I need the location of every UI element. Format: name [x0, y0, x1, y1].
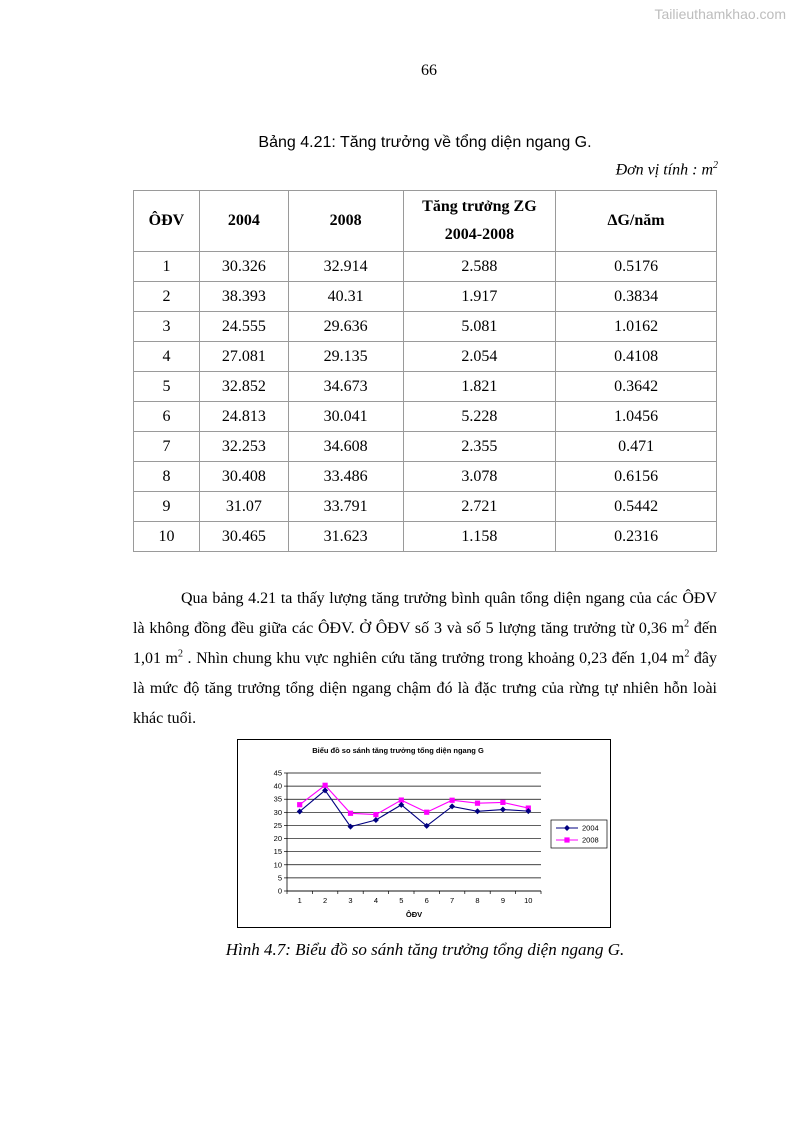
- cell-odv: 10: [134, 522, 200, 552]
- paragraph-sup-1: 2: [684, 618, 690, 630]
- data-point-2008: [500, 800, 505, 805]
- cell-delta-g: 0.5176: [556, 252, 717, 282]
- data-point-2008: [475, 801, 480, 806]
- header-growth-line2: 2004-2008: [444, 226, 515, 243]
- cell-delta-g: 0.3834: [556, 282, 717, 312]
- cell-growth: 1.917: [403, 282, 556, 312]
- cell-growth: 5.081: [403, 312, 556, 342]
- x-tick-label: 2: [323, 896, 328, 905]
- chart-title: Biểu đồ so sánh tăng trưởng tổng diện ngang G: [312, 746, 484, 755]
- watermark: Tailieuthamkhao.com: [654, 6, 786, 22]
- cell-odv: 2: [134, 282, 200, 312]
- growth-table: [133, 190, 717, 552]
- y-tick-label: 45: [273, 768, 282, 778]
- paragraph-text-2: đến 1,01 m: [133, 620, 717, 667]
- cell-2004: 27.081: [199, 342, 288, 372]
- cell-odv: 9: [134, 492, 200, 522]
- cell-growth: 1.158: [403, 522, 556, 552]
- unit-superscript: 2: [713, 160, 718, 171]
- cell-2008: 34.608: [288, 432, 403, 462]
- unit-text: Đơn vị tính : m: [615, 161, 713, 179]
- cell-2008: 33.791: [288, 492, 403, 522]
- data-point-2004: [500, 807, 506, 813]
- data-point-2004: [373, 817, 379, 823]
- y-tick-label: 5: [277, 873, 282, 883]
- cell-2008: 33.486: [288, 462, 403, 492]
- cell-2004: 30.326: [199, 252, 288, 282]
- cell-growth: 2.054: [403, 342, 556, 372]
- paragraph-text-3: . Nhìn chung khu vực nghiên cứu tăng trưởng trong khoảng 0,23 đến 1,04 m: [183, 650, 685, 667]
- y-tick-label: 25: [273, 820, 282, 830]
- legend-label-2008: 2008: [582, 835, 599, 845]
- table-header-row: [134, 191, 717, 252]
- cell-delta-g: 0.471: [556, 432, 717, 462]
- table-row: [134, 492, 717, 522]
- cell-delta-g: 0.3642: [556, 372, 717, 402]
- table-row: [134, 312, 717, 342]
- paragraph-sup-3: 2: [684, 648, 690, 660]
- body-paragraph: [133, 584, 717, 734]
- cell-delta-g: 0.6156: [556, 462, 717, 492]
- cell-2004: 38.393: [199, 282, 288, 312]
- chart-svg: [238, 740, 610, 927]
- table-row: [134, 252, 717, 282]
- table-body: [134, 252, 717, 552]
- header-2004: 2004: [199, 191, 288, 252]
- x-tick-label: 7: [450, 896, 455, 905]
- y-tick-label: 15: [273, 847, 282, 857]
- cell-growth: 2.355: [403, 432, 556, 462]
- cell-2004: 31.07: [199, 492, 288, 522]
- y-tick-label: 20: [273, 834, 282, 844]
- table-row: [134, 432, 717, 462]
- x-axis-label: ÔĐV: [405, 910, 423, 919]
- data-point-2004: [475, 808, 481, 814]
- legend-marker-2008: [564, 837, 569, 842]
- comparison-chart: [237, 739, 611, 928]
- figure-caption: Hình 4.7: Biểu đồ so sánh tăng trưởng tổng diện ngang G.: [225, 940, 625, 959]
- data-point-2008: [424, 810, 429, 815]
- table-row: [134, 282, 717, 312]
- y-tick-label: 40: [273, 781, 282, 791]
- cell-growth: 3.078: [403, 462, 556, 492]
- cell-delta-g: 1.0162: [556, 312, 717, 342]
- cell-2008: 31.623: [288, 522, 403, 552]
- y-tick-label: 35: [273, 794, 282, 804]
- data-point-2008: [450, 798, 455, 803]
- y-tick-label: 10: [273, 860, 282, 870]
- header-odv: ÔĐV: [134, 191, 200, 252]
- cell-2008: 29.135: [288, 342, 403, 372]
- x-tick-label: 6: [424, 896, 429, 905]
- cell-growth: 1.821: [403, 372, 556, 402]
- data-point-2008: [297, 802, 302, 807]
- cell-delta-g: 0.5442: [556, 492, 717, 522]
- table-title: Bảng 4.21: Tăng trưởng về tổng diện ngang G.: [258, 134, 592, 151]
- table-row: [134, 462, 717, 492]
- cell-2004: 24.813: [199, 402, 288, 432]
- cell-2004: 30.408: [199, 462, 288, 492]
- table-row: [134, 342, 717, 372]
- cell-growth: 2.588: [403, 252, 556, 282]
- header-delta-g: ∆G/năm: [556, 191, 717, 252]
- paragraph-sup-2: 2: [178, 648, 183, 660]
- cell-2004: 32.852: [199, 372, 288, 402]
- table-row: [134, 402, 717, 432]
- header-growth-line1: Tăng trưởng ZG: [422, 198, 537, 215]
- x-tick-label: 8: [475, 896, 480, 905]
- cell-growth: 2.721: [403, 492, 556, 522]
- cell-2008: 29.636: [288, 312, 403, 342]
- cell-2008: 40.31: [288, 282, 403, 312]
- x-tick-label: 9: [500, 896, 505, 905]
- header-growth: [403, 191, 556, 252]
- paragraph-text-1: Qua bảng 4.21 ta thấy lượng tăng trưởng bình quân tổng diện ngang của các ÔĐV là không đồng đều giữa các ÔĐV. Ở ÔĐV số 3 và số 5 lượng tăng trưởng từ 0,36 m: [133, 590, 717, 637]
- x-tick-label: 3: [348, 896, 353, 905]
- x-tick-label: 5: [399, 896, 404, 905]
- table-row: [134, 522, 717, 552]
- cell-2004: 30.465: [199, 522, 288, 552]
- y-tick-label: 0: [277, 886, 282, 896]
- cell-odv: 1: [134, 252, 200, 282]
- cell-growth: 5.228: [403, 402, 556, 432]
- table-row: [134, 372, 717, 402]
- legend-label-2004: 2004: [582, 823, 599, 833]
- unit-label: [616, 160, 718, 179]
- data-point-2008: [348, 811, 353, 816]
- y-tick-label: 30: [273, 807, 282, 817]
- cell-odv: 7: [134, 432, 200, 462]
- cell-odv: 6: [134, 402, 200, 432]
- page-number: 66: [421, 62, 437, 79]
- data-point-2008: [373, 812, 378, 817]
- data-point-2008: [323, 783, 328, 788]
- cell-odv: 4: [134, 342, 200, 372]
- cell-odv: 5: [134, 372, 200, 402]
- cell-2004: 24.555: [199, 312, 288, 342]
- x-tick-label: 1: [297, 896, 302, 905]
- cell-delta-g: 0.2316: [556, 522, 717, 552]
- header-2008: 2008: [288, 191, 403, 252]
- cell-2008: 32.914: [288, 252, 403, 282]
- paragraph-text-4: đây là mức độ tăng trưởng tổng diện ngang chậm đó là đặc trưng của rừng tự nhiên hỗn loài khác tuổi.: [133, 650, 717, 727]
- cell-odv: 8: [134, 462, 200, 492]
- cell-2008: 34.673: [288, 372, 403, 402]
- cell-2008: 30.041: [288, 402, 403, 432]
- x-tick-label: 10: [524, 896, 533, 905]
- cell-delta-g: 0.4108: [556, 342, 717, 372]
- cell-odv: 3: [134, 312, 200, 342]
- x-tick-label: 4: [373, 896, 378, 905]
- cell-delta-g: 1.0456: [556, 402, 717, 432]
- cell-2004: 32.253: [199, 432, 288, 462]
